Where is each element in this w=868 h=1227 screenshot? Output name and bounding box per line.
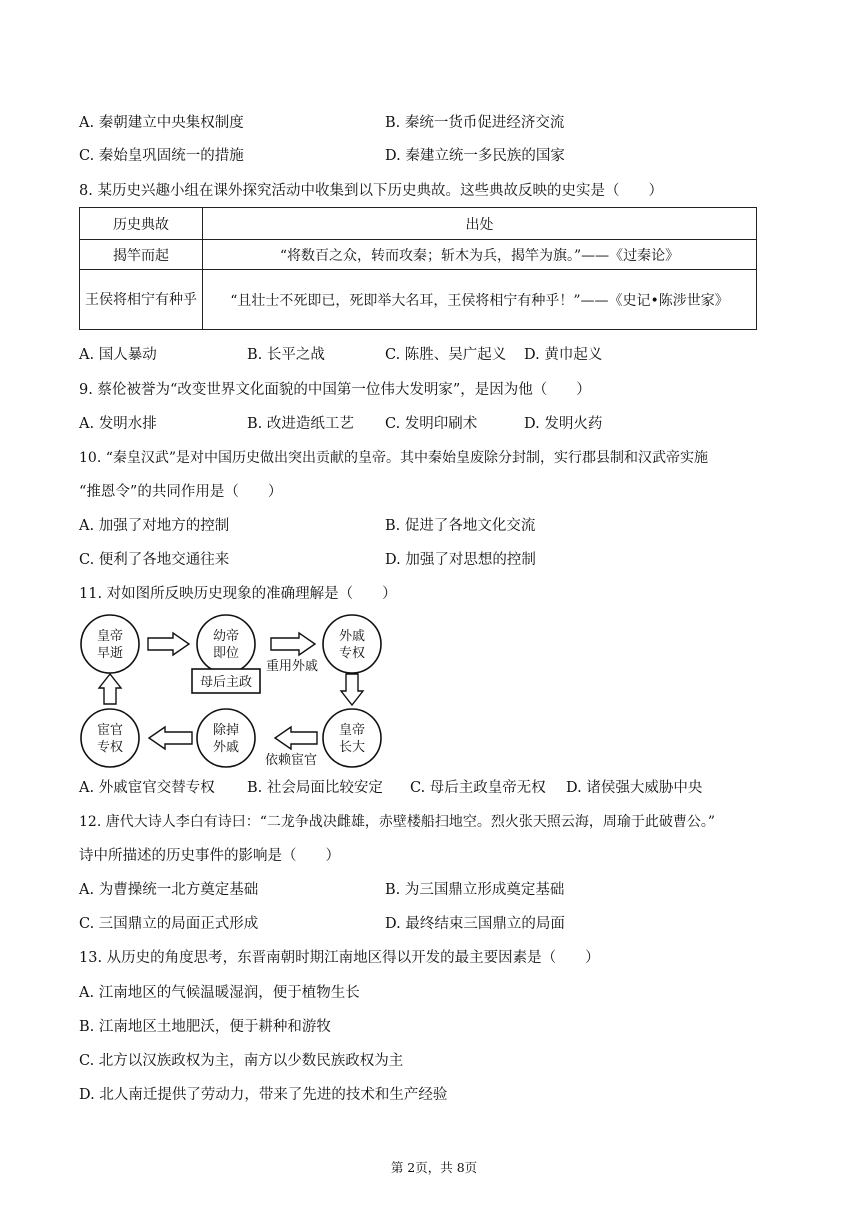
q8-option-d: D. 黄巾起义 xyxy=(524,347,603,363)
q13-stem: 13. 从历史的角度思考，东晋南朝时期江南地区得以开发的最主要因素是（ ） xyxy=(79,950,600,966)
node-circle xyxy=(323,615,381,673)
q10-option-d: D. 加强了对思想的控制 xyxy=(385,552,536,568)
q12-stem-line2: 诗中所描述的历史事件的影响是（ ） xyxy=(79,848,340,864)
table-cell-source: “将数百之众，转而攻秦；斩木为兵，揭竿为旗。”——《过秦论》 xyxy=(203,240,757,270)
arrow-left-icon xyxy=(149,727,192,749)
table-header-source: 出处 xyxy=(203,208,757,240)
q11-option-b: B. 社会局面比较安定 xyxy=(247,780,383,796)
q12-option-c: C. 三国鼎立的局面正式形成 xyxy=(79,916,259,932)
q13-option-a: A. 江南地区的气候温暖湿润，便于植物生长 xyxy=(79,985,360,1001)
q12-option-d: D. 最终结束三国鼎立的局面 xyxy=(385,916,565,932)
q8-stem: 8. 某历史兴趣小组在课外探究活动中收集到以下历史典故。这些典故反映的史实是（ ） xyxy=(79,183,663,199)
node-label: 专权 xyxy=(338,646,366,661)
node-label: 外戚 xyxy=(338,629,366,644)
table-header-row xyxy=(80,208,757,240)
table-cell-allusion: 揭竿而起 xyxy=(80,240,203,270)
q10-stem-line1: 10. “秦皇汉武”是对中国历史做出突出贡献的皇帝。其中秦始皇废除分封制，实行郡县制和汉武帝实施 xyxy=(79,450,709,466)
node-circle xyxy=(81,709,139,767)
node-label: 幼帝 xyxy=(212,629,240,644)
arrow-left-icon xyxy=(275,727,317,749)
q13-option-b: B. 江南地区土地肥沃，便于耕种和游牧 xyxy=(79,1019,331,1035)
node-label: 即位 xyxy=(212,646,240,661)
q9-stem: 9. 蔡伦被誉为“改变世界文化面貌的中国第一位伟大发明家”，是因为他（ ） xyxy=(79,382,591,398)
q10-option-c: C. 便利了各地交通往来 xyxy=(79,552,230,568)
q8-option-b: B. 长平之战 xyxy=(247,347,325,363)
node-label: 专权 xyxy=(96,740,124,755)
q7-option-b: B. 秦统一货币促进经济交流 xyxy=(385,115,565,131)
q12-option-a: A. 为曹操统一北方奠定基础 xyxy=(79,882,259,898)
q11-cycle-diagram xyxy=(79,612,399,768)
rely-eunuchs-label: 依赖宦官 xyxy=(264,753,318,768)
q11-option-d: D. 诸侯强大威胁中央 xyxy=(566,780,703,796)
arrow-down-icon xyxy=(341,674,363,705)
table-cell-source: “且壮士不死即已，死即举大名耳，王侯将相宁有种乎！”——《史记•陈涉世家》 xyxy=(203,270,757,330)
node-circle xyxy=(81,615,139,673)
q9-option-d: D. 发明火药 xyxy=(524,416,603,432)
q11-option-c: C. 母后主政皇帝无权 xyxy=(410,780,546,796)
table-header-allusion: 历史典故 xyxy=(80,208,203,240)
node-circle xyxy=(197,709,255,767)
q9-option-b: B. 改进造纸工艺 xyxy=(247,416,354,432)
table-cell-allusion: 王侯将相宁有种乎 xyxy=(80,270,203,330)
node-label: 皇帝 xyxy=(96,629,124,644)
q12-option-b: B. 为三国鼎立形成奠定基础 xyxy=(385,882,565,898)
arrow-right-icon xyxy=(148,633,189,655)
q10-stem-line2: “推恩令”的共同作用是（ ） xyxy=(79,484,283,500)
table-row xyxy=(80,240,757,270)
q8-option-c: C. 陈胜、吴广起义 xyxy=(385,347,507,363)
q7-option-a: A. 秦朝建立中央集权制度 xyxy=(79,115,244,131)
q7-option-c: C. 秦始皇巩固统一的措施 xyxy=(79,148,244,164)
arrow-right-icon xyxy=(271,633,315,655)
arrow-up-icon xyxy=(99,674,121,704)
node-label: 外戚 xyxy=(212,740,240,755)
node-label: 早逝 xyxy=(96,646,124,661)
q8-option-a: A. 国人暴动 xyxy=(79,347,157,363)
queen-mother-label: 母后主政 xyxy=(199,675,253,690)
q10-option-a: A. 加强了对地方的控制 xyxy=(79,518,230,534)
q11-stem: 11. 对如图所反映历史现象的准确理解是（ ） xyxy=(79,586,397,602)
node-label: 宦官 xyxy=(96,723,124,738)
q9-option-c: C. 发明印刷术 xyxy=(385,416,478,432)
q8-source-table xyxy=(79,207,757,330)
q12-stem-line1: 12. 唐代大诗人李白有诗曰：“二龙争战决雌雄，赤壁楼船扫地空。烈火张天照云海，周瑜于此破曹公。” xyxy=(79,814,716,830)
q13-option-d: D. 北人南迁提供了劳动力，带来了先进的技术和生产经验 xyxy=(79,1087,448,1103)
q10-option-b: B. 促进了各地文化交流 xyxy=(385,518,536,534)
node-circle xyxy=(323,709,381,767)
q11-option-a: A. 外戚宦官交替专权 xyxy=(79,780,215,796)
node-label: 除掉 xyxy=(212,723,240,738)
q13-option-c: C. 北方以汉族政权为主，南方以少数民族政权为主 xyxy=(79,1053,404,1069)
reuse-relatives-label: 重用外戚 xyxy=(265,659,319,674)
page-number-footer: 第 2页，共 8页 xyxy=(390,1160,478,1175)
node-label: 皇帝 xyxy=(338,723,366,738)
q7-option-d: D. 秦建立统一多民族的国家 xyxy=(385,148,565,164)
node-circle xyxy=(197,615,255,673)
node-label: 长大 xyxy=(338,740,366,755)
table-row xyxy=(80,270,757,330)
q9-option-a: A. 发明水排 xyxy=(79,416,157,432)
